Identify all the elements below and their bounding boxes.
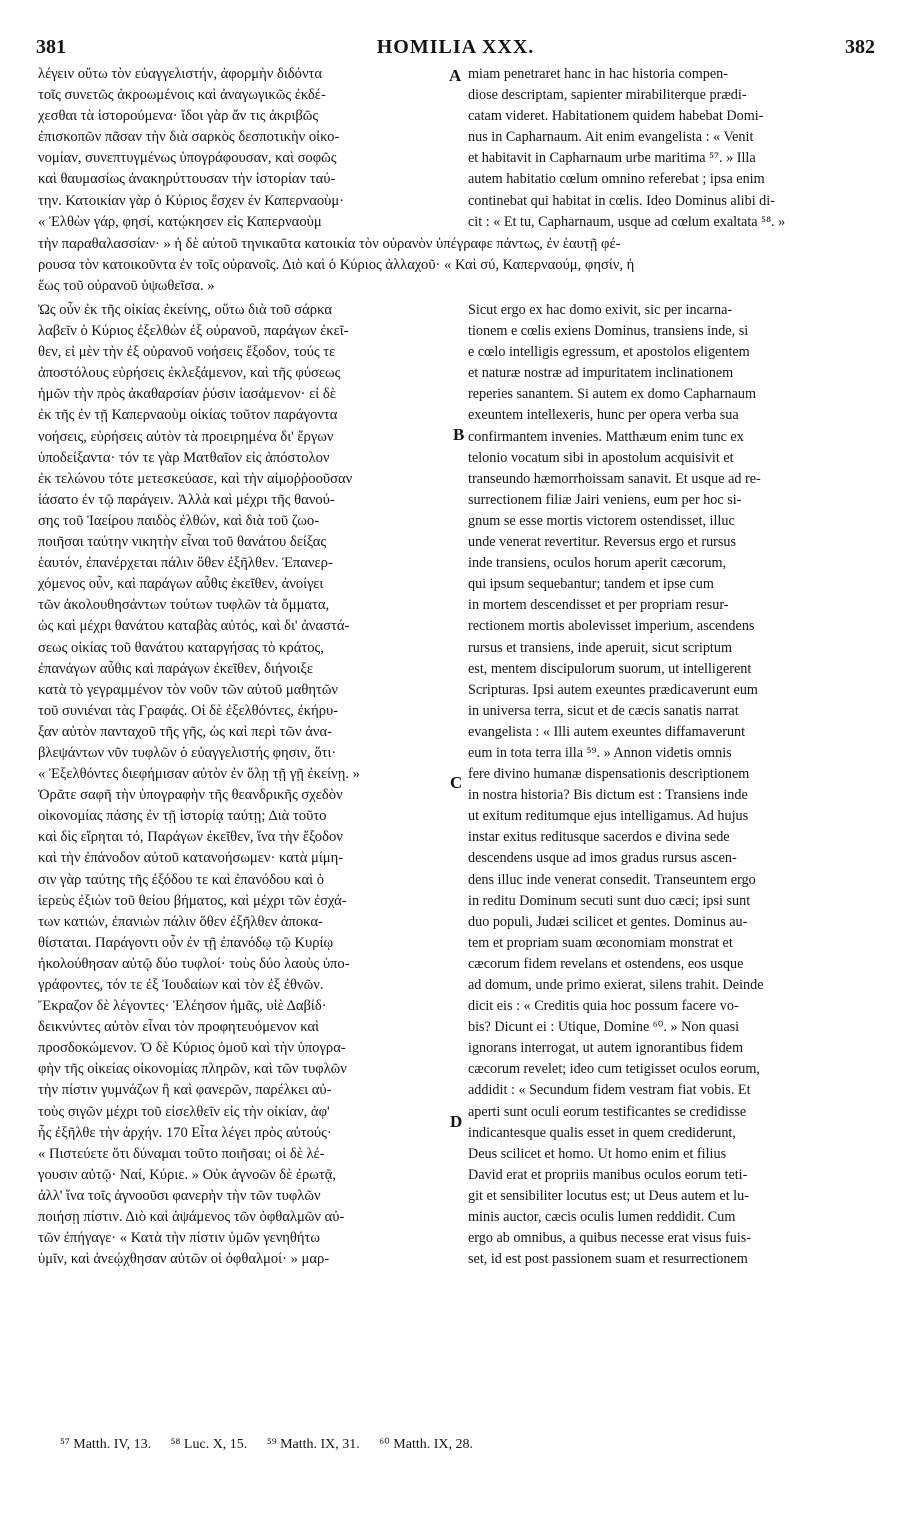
latin-text-line: Deus scilicet et homo. Ut homo enim et filius	[468, 1145, 727, 1162]
latin-text-line: dens illuc inde venerat consedit. Transeuntem ergo	[468, 871, 756, 888]
running-header	[36, 36, 875, 60]
latin-text-line: aperti sunt oculi eorum testificantes se credidisse	[468, 1103, 747, 1120]
greek-text-line: ἀποστόλους εὑρήσεις ἐκλεξάμενον, καὶ τῆς φύσεως	[38, 365, 341, 382]
latin-text-line: e cœlo intelligis egressum, et apostolos eligentem	[468, 344, 750, 361]
footnote-58: ⁵⁸ Luc. X, 15.	[170, 1437, 248, 1452]
greek-text-line: ἧς ἐξῆλθε τὴν ἀρχήν. 170 Εἶτα λέγει πρὸς αὐτούς·	[38, 1124, 332, 1141]
greek-text-line: ἱερεὺς ἐξιὼν τοῦ θείου βήματος, καὶ μέχρι τῶν ἐσχά-	[38, 892, 347, 909]
greek-text-line: τοῖς συνετῶς ἀκροωμένοις καὶ ἀναγωγικῶς ἐκδέ-	[38, 87, 326, 104]
greek-text-line: γράφοντες, τόν τε ἐξ Ἰουδαίων καὶ τὸν ἐξ ἐθνῶν.	[38, 977, 324, 993]
footnote-59: ⁵⁹ Matth. IX, 31.	[266, 1437, 360, 1452]
spanning-greek-lines	[38, 234, 880, 297]
latin-text-line: telonio vocatum sibi in apostolum acquisivit et	[468, 449, 734, 466]
latin-text-line: evangelista : « Illi autem exeuntes diffamaverunt	[468, 723, 746, 740]
latin-text-line: rursus et transiens, inde aperuit, sicut scriptum	[468, 639, 732, 656]
latin-text-line: cit : « Et tu, Capharnaum, usque ad cœlum exaltata ⁵⁸. »	[468, 213, 786, 230]
greek-text-line: των κατιών, ἐπανιὼν πάλιν ὅθεν ἐξῆλθεν ἀποκα-	[38, 913, 323, 930]
greek-column-top	[38, 64, 462, 233]
latin-text-line: in nostra historia? Bis dictum est : Transiens inde	[468, 787, 748, 804]
greek-text-line: τοὺς σιγῶν μέχρι τοῦ εἰσελθεῖν εἰς τὴν οἰκίαν, ἀφ'	[38, 1103, 330, 1120]
latin-text-line: cæcorum fidem revelans et ostendens, eos usque	[468, 955, 744, 972]
greek-text-line: τὴν πίστιν γυμνάζων ἢ καὶ φανερῶν, παρέλκει αὐ-	[38, 1082, 332, 1099]
latin-text-line: confirmantem invenies. Matthæum enim tunc ex	[468, 428, 744, 445]
greek-text-line: γουσιν αὐτῷ· Ναί, Κύριε. » Οὐκ ἀγνοῶν δὲ ἐρωτᾷ,	[38, 1166, 337, 1183]
latin-text-line: nus in Capharnaum. Ait enim evangelista : « Venit	[468, 129, 754, 146]
latin-text-line: autem habitatio cœlum omnino referebat ; ipsa enim	[468, 171, 765, 188]
greek-text-line: οἰκονομίας πάσης ἐν τῇ ἱστορίᾳ ταύτῃ; Διὰ τοῦτο	[38, 808, 327, 825]
greek-text-line: νοήσεις, εὑρήσεις αὐτὸν τὰ προειρημένα δι' ἔργων	[38, 428, 334, 445]
greek-text-line: Ἔκραζον δὲ λέγοντες· Ἐλέησον ἡμᾶς, υἱὲ Δαβίδ·	[38, 998, 327, 1015]
greek-text-line: ἰάσατο ἐν τῷ παράγειν. Ἀλλὰ καὶ μέχρι τῆς θανού-	[38, 491, 335, 508]
greek-text-line: την. Κατοικίαν γὰρ ὁ Κύριος ἔσχεν ἐν Καπερναοὺμ·	[38, 192, 345, 209]
greek-text-line: ἠκολούθησαν αὐτῷ δύο τυφλοί· τοὺς δύο λαοὺς ὑπο-	[38, 955, 350, 972]
greek-text-line: τῶν ἐπήγαγε· « Κατὰ τὴν πίστιν ὑμῶν γενηθήτω	[38, 1230, 321, 1247]
right-page-number: 382	[845, 36, 875, 58]
latin-text-line: tem et propriam suam œconomiam monstrat et	[468, 934, 733, 951]
greek-text-line: ποιήσῃ πίστιν. Διὸ καὶ ἁψάμενος τῶν ὀφθαλμῶν αὐ-	[38, 1209, 345, 1226]
latin-text-line: continebat qui habitat in cœlis. Ideo Dominus alibi di-	[468, 192, 775, 209]
latin-text-line: ignorans interrogat, ut autem ignorantibus fidem	[468, 1040, 744, 1057]
footnote-57: ⁵⁷ Matth. IV, 13.	[60, 1437, 152, 1452]
latin-text-line: descendens usque ad imos gradus rursus ascen-	[468, 850, 737, 867]
greek-text-line: « Ἐξελθόντες διεφήμισαν αὐτὸν ἐν ὅλῃ τῇ γῇ ἐκείνῃ. »	[38, 766, 360, 783]
greek-text-line: ἡμῶν τὴν πρὸς ἀκαθαρσίαν ῥύσιν ἰασάμενον· εἰ δὲ	[38, 386, 336, 403]
latin-text-line: et habitavit in Capharnaum urbe maritima ⁵⁷. » Illa	[468, 150, 756, 167]
footnotes	[60, 1436, 875, 1453]
greek-text-line: τοῦ συνιέναι τὰς Γραφάς. Οἱ δὲ ἐξελθόντες, ἐκήρυ-	[38, 702, 339, 719]
latin-text-line: gnum se esse mortis victorem ostendisset, illuc	[468, 512, 735, 529]
greek-text-line: θεν, εἰ μὲν τὴν ἐξ οὐρανοῦ νοήσεις ἔξοδον, τούς τε	[38, 344, 336, 361]
greek-text-line: σεως οἰκίας τοῦ θανάτου καταργήσας τὸ κράτος,	[38, 639, 324, 656]
greek-text-line: καὶ θαυμασίως ἀνακηρύττουσαν τὴν ἱστορίαν ταύ-	[38, 171, 336, 188]
greek-text-line: ἀλλ' ἵνα τοῖς ἀγνοοῦσι φανερὴν τὴν τῶν τυφλῶν	[38, 1187, 321, 1204]
latin-text-line: set, id est post passionem suam et resurrectionem	[468, 1251, 748, 1268]
latin-text-line: in mortem descendisset et per propriam resur-	[468, 597, 729, 614]
greek-text-line: λαβεῖν ὁ Κύριος ἐξελθὼν ἐξ οὐρανοῦ, παράγων ἐκεῖ-	[38, 323, 349, 340]
margin-marker-c: C	[450, 773, 463, 792]
greek-text-line: ἐπανάγων αὖθις καὶ παράγων ἐκεῖθεν, διήνοιξε	[38, 660, 314, 677]
greek-text-line: ὑποδείξαντα· τόν τε γὰρ Ματθαῖον εἰς ἀπόστολον	[38, 449, 330, 466]
greek-text-line: νομίαν, συνεπτυγμένως ὑπογράφουσαν, καὶ σοφῶς	[38, 150, 337, 167]
greek-text-line: χεσθαι τὰ ἱστορούμενα· ἴδοι γὰρ ἄν τις ἀκριβῶς	[38, 108, 319, 125]
greek-text-line: ποιῆσαι ταύτην νικητὴν εἶναι τοῦ θανάτου δείξας	[38, 534, 327, 551]
latin-text-line: qui ipsum sequebantur; tandem et ipse cum	[468, 576, 714, 593]
latin-text-line: transeundo hæmorrhoissam sanavit. Et usque ad re-	[468, 470, 761, 487]
latin-text-line: eum in tota terra illa ⁵⁹. » Annon videtis omnis	[468, 744, 732, 761]
greek-column-main	[38, 300, 465, 1270]
latin-text-line: bis? Dicunt ei : Utique, Domine ⁶⁰. » Non quasi	[468, 1019, 740, 1036]
latin-column-top	[468, 64, 880, 233]
greek-text-line: ἐκ τελώνου τότε μετεσκεύασε, καὶ τὴν αἱμοῤῥοοῦσαν	[38, 470, 353, 487]
greek-text-line: λέγειν οὕτω τὸν εὐαγγελιστήν, ἀφορμὴν διδόντα	[38, 66, 323, 82]
latin-text-line: Sicut ergo ex hac domo exivit, sic per incarna-	[468, 302, 733, 318]
latin-text-line: ad domum, unde primo exierat, silens trahit. Deinde	[468, 977, 764, 993]
latin-text-line: miam penetraret hanc in hac historia compen-	[468, 66, 728, 82]
greek-text-line: σιν γὰρ ταύτης τῆς ἐξόδου τε καὶ ἐπανόδου καὶ ὁ	[38, 871, 325, 888]
greek-text-line: Ὁρᾶτε σαφῆ τὴν ὑπογραφὴν τῆς θεανδρικῆς σχεδὸν	[38, 787, 343, 804]
latin-text-line: catam videret. Habitationem quidem habebat Domi-	[468, 108, 764, 125]
latin-text-line: minis auctor, cæcis oculis lumen reddidit. Cum	[468, 1209, 736, 1226]
greek-text-line: ἑαυτόν, ἐπανέρχεται πάλιν ὅθεν ἐξῆλθεν. Ἐπανερ-	[38, 555, 333, 572]
latin-text-line: rectionem mortis abolevisset imperium, ascendens	[468, 618, 755, 635]
running-title: HOMILIA XXX.	[376, 36, 535, 58]
margin-marker-d: D	[450, 1112, 463, 1131]
latin-text-line: dicit eis : « Creditis quia hoc possum facere vo-	[468, 998, 739, 1015]
greek-text-line: δεικνύντες αὐτὸν εἶναι τὸν προφητευόμενον καὶ	[38, 1019, 320, 1036]
latin-text-line: reperies sanantem. Si autem ex domo Capharnaum	[468, 386, 756, 403]
spanning-text-line: τὴν παραθαλασσίαν· » ἡ δὲ αὐτοῦ τηνικαῦτα κατοικία τὸν οὐρανὸν ὑπέγραφε πάντως, ἐν ἑαυτῇ φέ-	[38, 236, 621, 252]
greek-text-line: κατὰ τὸ γεγραμμένον τὸν νοῦν τῶν αὐτοῦ μαθητῶν	[38, 681, 339, 698]
latin-text-line: ut exitum reditumque ejus intelligamus. Ad hujus	[468, 808, 749, 825]
latin-text-line: git et sensibiliter locutus est; ut Deus autem et lu-	[468, 1187, 749, 1204]
latin-text-line: est, mentem discipulorum suorum, ut intelligerent	[468, 660, 752, 677]
latin-text-line: indicantesque qualis esset in quem crediderunt,	[468, 1124, 736, 1141]
latin-text-line: in universa terra, sicut et de cæcis sanatis narrat	[468, 702, 739, 719]
latin-text-line: cæcorum revelet; ideo cum tetigisset oculos eorum,	[468, 1061, 760, 1078]
greek-text-line: ἐκ τῆς ἐν τῇ Καπερναοὺμ οἰκίας τοῦτον παράγοντα	[38, 407, 338, 424]
greek-text-line: βλεψάντων νῦν τυφλῶν ὁ εὐαγγελιστής φησιν, ὅτι·	[38, 744, 337, 761]
latin-text-line: inde transiens, oculos horum aperit cæcorum,	[468, 555, 727, 572]
greek-text-line: καὶ δὶς εἴρηται τό, Παράγων ἐκεῖθεν, ἵνα τὴν ἔξοδον	[38, 829, 343, 846]
greek-text-line: φὴν τῆς οἰκείας οἰκονομίας πληρῶν, καὶ τῶν τυφλῶν	[38, 1061, 347, 1078]
latin-text-line: in reditu Dominum secuti sunt duo cæci; ipsi sunt	[468, 892, 751, 909]
greek-text-line: σης τοῦ Ἰαείρου παιδὸς ἐλθών, καὶ διὰ τοῦ ζωο-	[38, 512, 320, 529]
greek-text-line: χόμενος οὖν, καὶ παράγων αὖθις ἐκεῖθεν, ἀνοίγει	[38, 576, 324, 593]
latin-column-main	[468, 300, 880, 1270]
latin-text-line: instar exitus reditusque sacerdos e divina sede	[468, 829, 730, 846]
latin-text-line: fere divino humanæ dispensationis descriptionem	[468, 766, 750, 783]
latin-text-line: Scripturas. Ipsi autem exeuntes prædicaverunt eum	[468, 681, 758, 698]
latin-text-line: unde venerat revertitur. Reversus ergo et rursus	[468, 534, 737, 551]
greek-text-line: ὡς καὶ μέχρι θανάτου καταβὰς αὐτός, καὶ δι' ἀναστά-	[38, 618, 350, 635]
latin-text-line: David erat et propriis manibus oculos eorum teti-	[468, 1166, 748, 1183]
margin-marker-b: B	[453, 425, 465, 444]
latin-text-line: addidit : « Secundum fidem vestram fiat vobis. Et	[468, 1082, 751, 1099]
latin-text-line: surrectionem filiæ Jairi veniens, eum per hoc si-	[468, 491, 742, 508]
greek-text-line: θίσταται. Παράγοντι οὖν ἐν τῇ ἐπανόδῳ τῷ Κυρίῳ	[38, 934, 334, 951]
greek-text-line: ἐπισκοπῶν πᾶσαν τὴν διὰ σαρκὸς δεσποτικὴν οἰκο-	[38, 129, 340, 146]
greek-text-line: Ὡς οὖν ἐκ τῆς οἰκίας ἐκείνης, οὕτω διὰ τοῦ σάρκα	[38, 302, 332, 318]
greek-text-line: τῶν ἀκολουθησάντων τούτων τυφλῶν τὰ ὄμματα,	[38, 597, 330, 614]
left-page-number: 381	[36, 36, 66, 58]
footnote-60: ⁶⁰ Matth. IX, 28.	[379, 1437, 474, 1452]
latin-text-line: exeuntem intellexeris, hunc per opera verba sua	[468, 407, 739, 424]
greek-text-line: καὶ τὴν ἐπάνοδον αὐτοῦ κατανοήσωμεν· κατὰ μίμη-	[38, 850, 344, 867]
latin-text-line: duo populi, Judæi scilicet et gentes. Dominus au-	[468, 913, 748, 930]
spanning-text-line: ρουσα τὸν κατοικοῦντα ἐν τοῖς οὐρανοῖς. Διὸ καὶ ὁ Κύριος ἀλλαχοῦ· « Καὶ σύ, Καπερναούμ, φησίν, ἡ	[38, 257, 635, 274]
margin-marker-a: A	[449, 66, 462, 85]
greek-text-line: προσδοκώμενον. Ὁ δὲ Κύριος ὁμοῦ καὶ τὴν ὑπογρα-	[38, 1040, 346, 1057]
greek-text-line: « Πιστεύετε ὅτι δύναμαι τοῦτο ποιῆσαι; οἱ δὲ λέ-	[38, 1145, 325, 1162]
latin-text-line: diose descriptam, sapienter mirabiliterque prædi-	[468, 87, 747, 104]
latin-text-line: ergo ab omnibus, a quibus necesse erat visus fuis-	[468, 1230, 752, 1247]
greek-text-line: ξαν αὐτὸν πανταχοῦ τῆς γῆς, ὡς καὶ περὶ τῶν ἀνα-	[38, 723, 332, 740]
spanning-text-line: ἕως τοῦ οὐρανοῦ ὑψωθεῖσα. »	[38, 278, 215, 295]
latin-text-line: et naturæ nostræ ad impuritatem inclinationem	[468, 365, 734, 382]
latin-text-line: tionem e cœlis exiens Dominus, transiens inde, si	[468, 323, 749, 340]
greek-text-line: « Ἐλθὼν γάρ, φησί, κατῴκησεν εἰς Καπερναοὺμ	[38, 213, 322, 230]
greek-text-line: ὑμῖν, καὶ ἀνεῴχθησαν αὐτῶν οἱ ὀφθαλμοί· » μαρ-	[38, 1251, 330, 1268]
